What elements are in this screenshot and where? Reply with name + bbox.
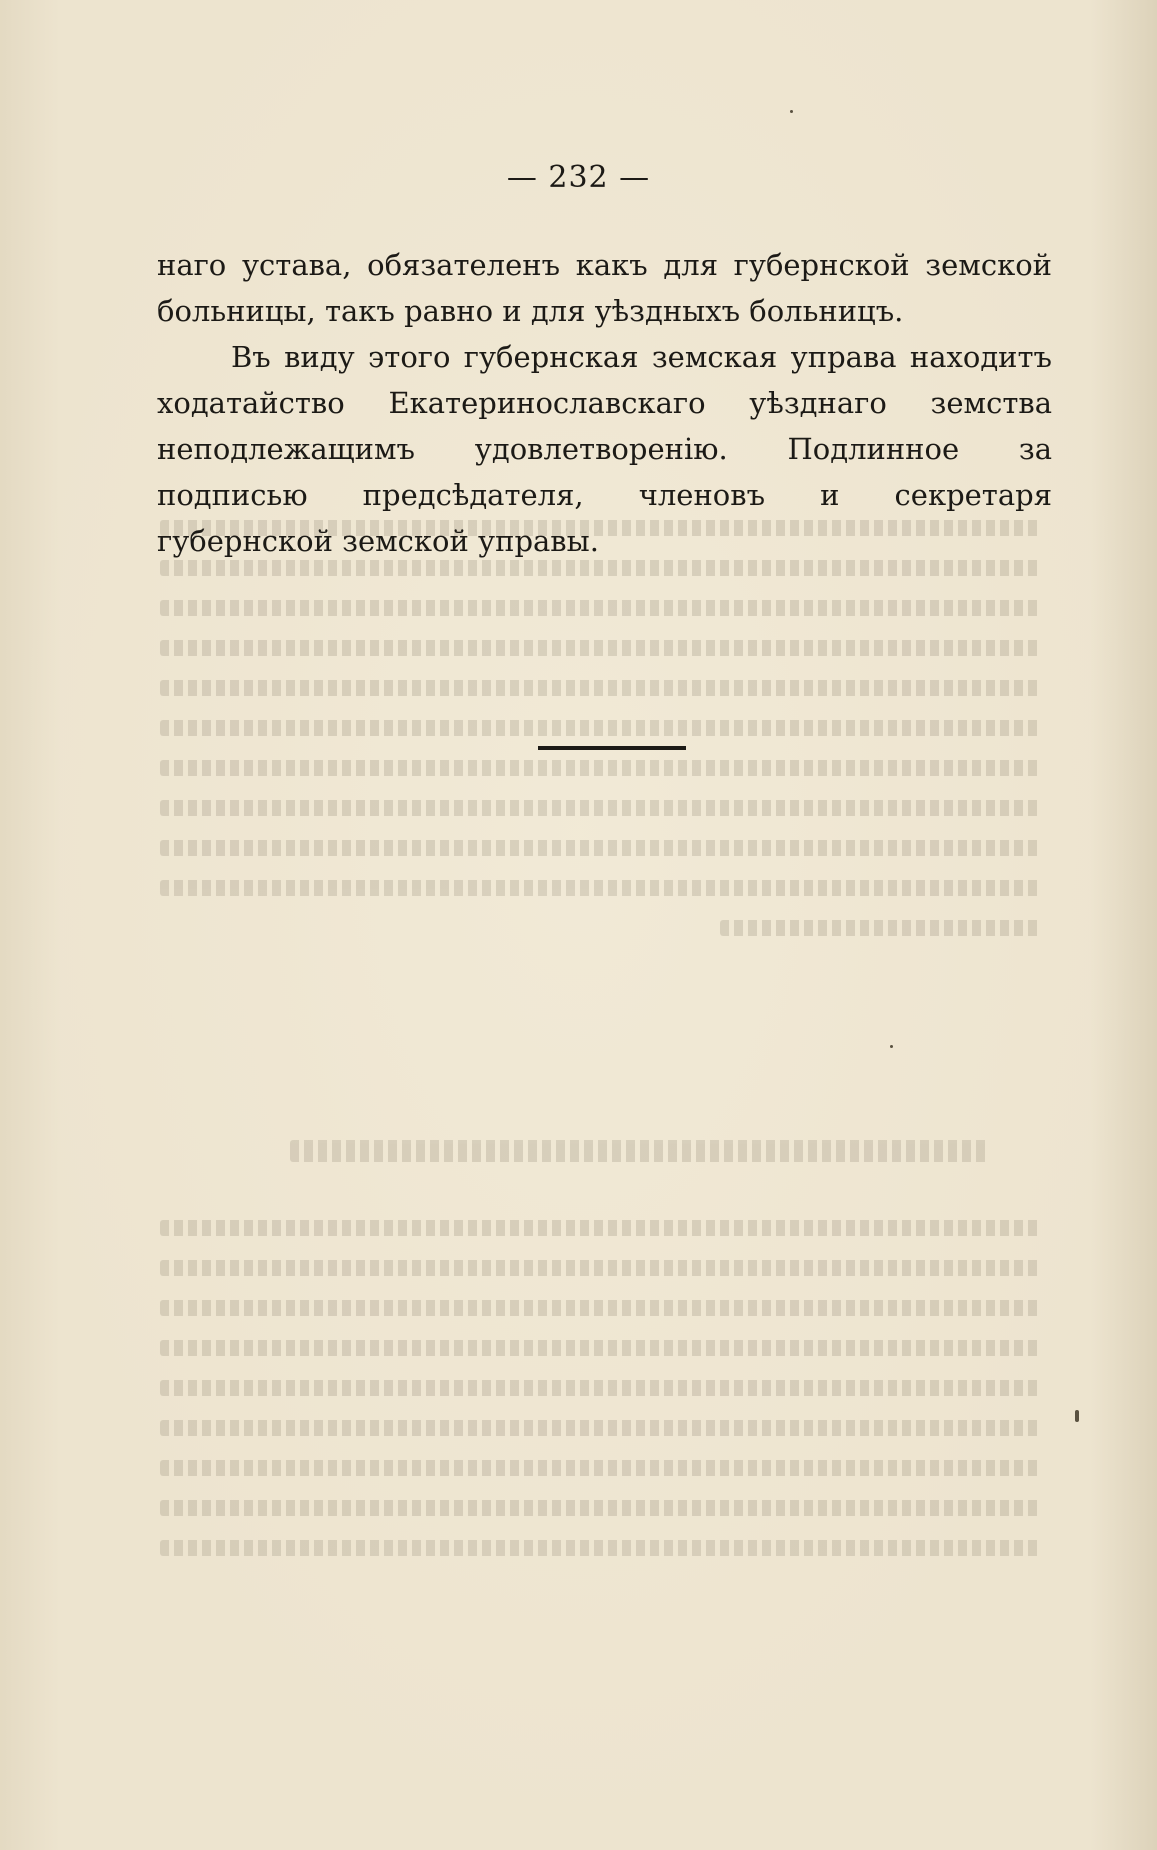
page-number: — 232 — <box>506 160 651 195</box>
reverse-side-bleed-through <box>160 520 1060 1620</box>
body-text <box>157 242 1052 564</box>
paper-speck <box>890 1045 893 1048</box>
paragraph: Въ виду этого губернская земская управа находитъ ходатайство Екатеринославскаго уѣзднаго земства неподлежащимъ удовлетворенію. Подлинное за подписью предсѣдателя, членовъ и секретаря губернской земской управы. <box>157 340 1052 558</box>
paper-speck <box>790 110 793 113</box>
paragraph: наго устава, обязателенъ какъ для губернской земской больницы, такъ равно и для уѣздныхъ больницъ. <box>157 248 1052 328</box>
paper-speck <box>1075 1410 1079 1422</box>
section-divider-rule <box>538 746 686 750</box>
